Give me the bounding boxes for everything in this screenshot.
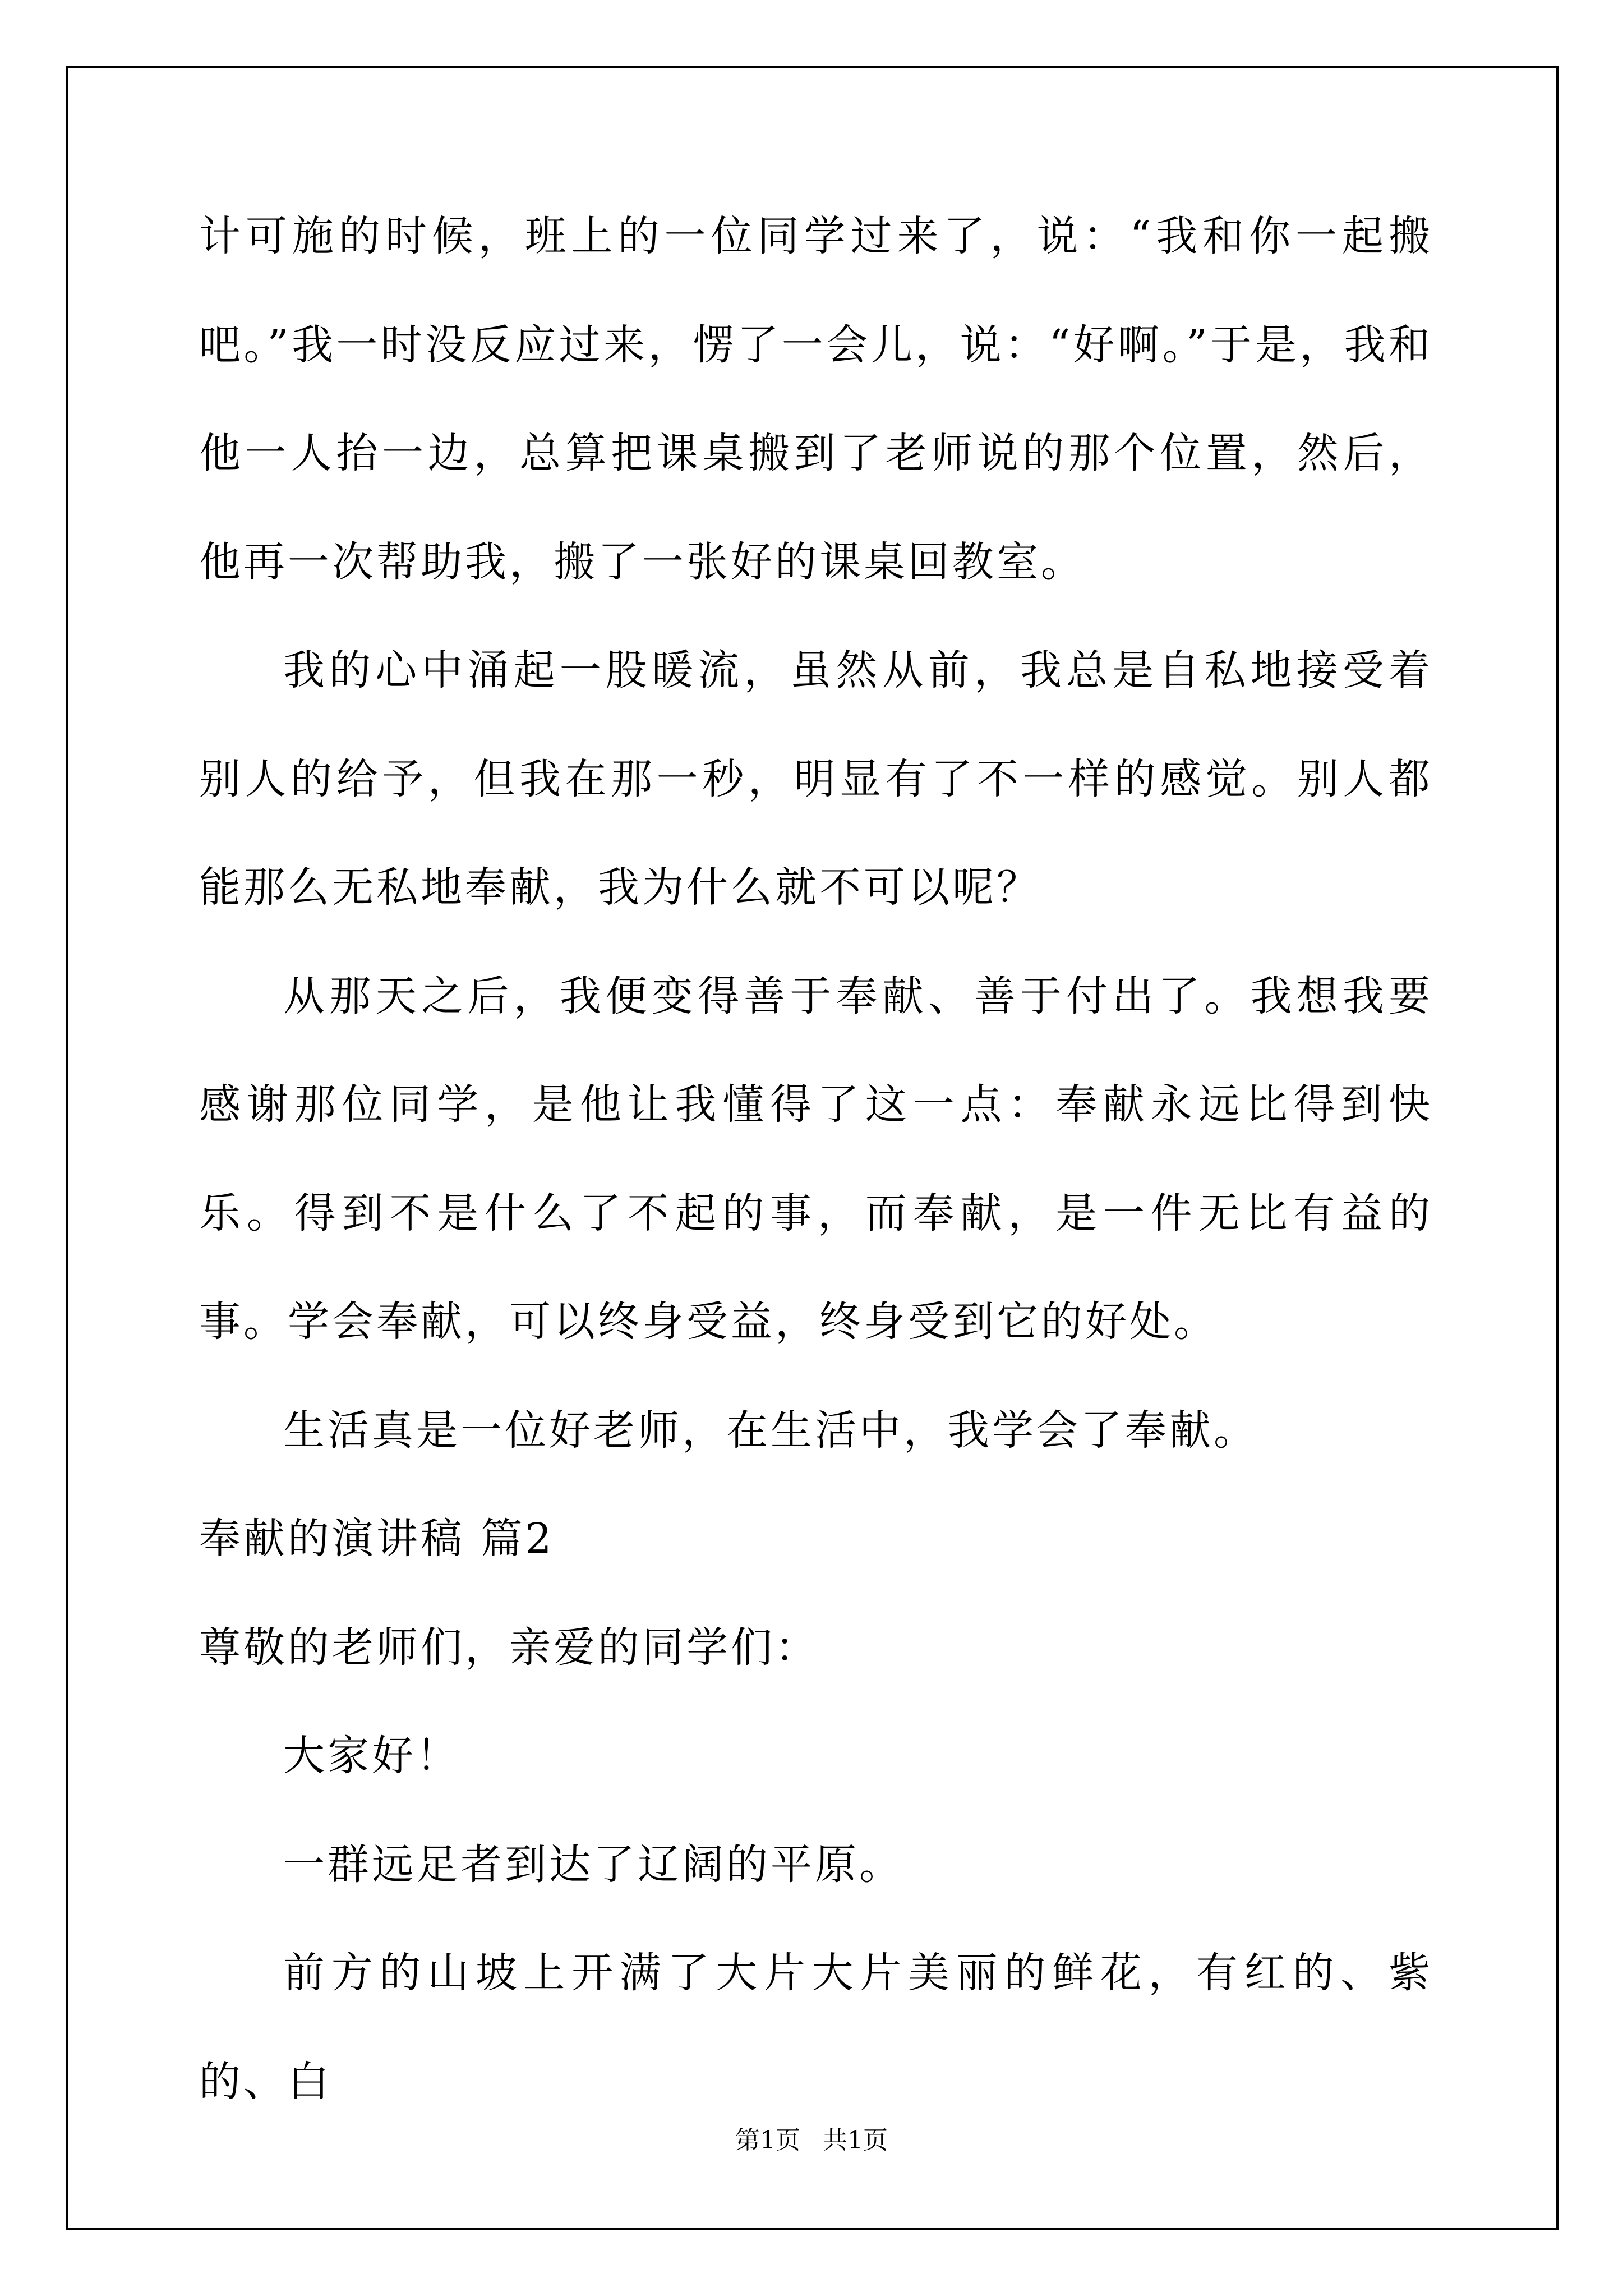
paragraph: 前方的山坡上开满了大片大片美丽的鲜花，有红的、紫的、白	[199, 1949, 1433, 2106]
paragraph: 生活真是一位好老师，在生活中，我学会了奉献。	[283, 1406, 1258, 1455]
document-body	[199, 182, 1433, 2136]
salutation: 尊敬的老师们，亲爱的同学们：	[199, 1623, 819, 1672]
page-number: 第1页	[735, 2126, 800, 2155]
page-footer	[0, 2124, 1623, 2157]
paragraph: 我的心中涌起一股暖流，虽然从前，我总是自私地接受着别人的给予，但我在那一秒，明显有了不一样的感觉。别人都能那么无私地奉献，我为什么就不可以呢？	[199, 646, 1433, 912]
section-heading: 奉献的演讲稿 篇2	[199, 1515, 555, 1563]
paragraph: 从那天之后，我便变得善于奉献、善于付出了。我想我要感谢那位同学，是他让我懂得了这一点：奉献永远比得到快乐。得到不是什么了不起的事，而奉献，是一件无比有益的事。学会奉献，可以终身受益，终身受到它的好处。	[199, 972, 1433, 1346]
paragraph: 计可施的时候，班上的一位同学过来了，说：“我和你一起搬吧。”我一时没反应过来，愣了一会儿，说：“好啊。”于是，我和他一人抬一边，总算把课桌搬到了老师说的那个位置，然后，他再一次帮助我，搬了一张好的课桌回教室。	[199, 212, 1433, 586]
paragraph: 大家好！	[283, 1732, 460, 1780]
page-total: 共1页	[823, 2126, 888, 2155]
paragraph: 一群远足者到达了辽阔的平原。	[283, 1840, 903, 1889]
